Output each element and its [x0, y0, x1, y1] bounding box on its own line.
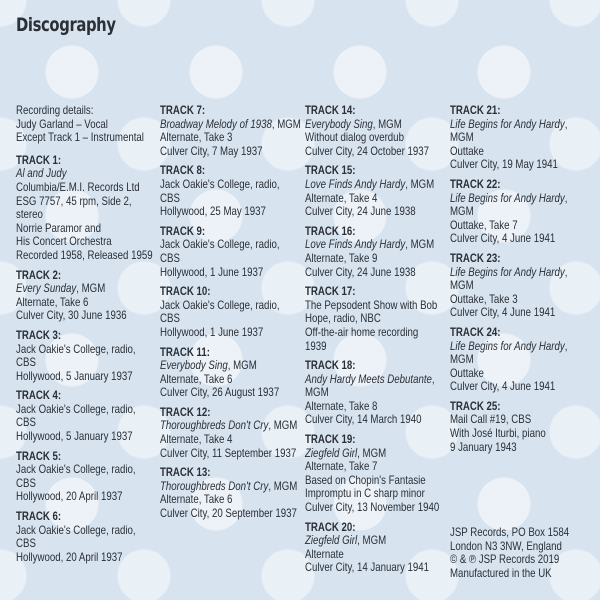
- track-detail: [160, 507, 304, 521]
- track-detail-text: Jack Oakie's College, radio,: [160, 297, 280, 312]
- track-detail-text: Alternate, Take 4: [305, 190, 378, 205]
- track-detail-text: Culver City, 14 January 1941: [305, 560, 430, 575]
- track-detail-text: Alternate, Take 6: [160, 371, 233, 386]
- track-detail: [16, 477, 160, 491]
- track-detail: [16, 249, 160, 263]
- track-heading: TRACK 14:: [305, 103, 356, 117]
- track-entry: [450, 104, 594, 172]
- track-entry: [160, 466, 304, 520]
- track-entry: [305, 521, 449, 575]
- track-detail: [305, 266, 449, 280]
- track-title: Life Begins for Andy Hardy: [450, 264, 565, 279]
- track-detail: [160, 131, 304, 145]
- track-title: Broadway Melody of 1938: [160, 116, 272, 131]
- track-detail-text: Jack Oakie's College, radio,: [160, 237, 280, 252]
- track-detail-text: MGM: [450, 130, 474, 145]
- track-title: Life Begins for Andy Hardy: [450, 190, 565, 205]
- track-detail: [160, 266, 304, 280]
- track-studio: , MGM: [227, 358, 257, 373]
- track-detail-text: Jack Oakie's College, radio,: [16, 401, 136, 416]
- track-detail-text: Jack Oakie's College, radio,: [16, 462, 136, 477]
- track-detail-text: Jack Oakie's College, radio,: [160, 176, 280, 191]
- track-list: [450, 104, 594, 454]
- track-detail-text: His Concert Orchestra: [16, 234, 112, 249]
- track-detail: [16, 282, 160, 296]
- track-detail-text: Alternate, Take 8: [305, 398, 378, 413]
- track-heading: TRACK 12:: [160, 404, 211, 419]
- track-entry: [450, 178, 594, 246]
- track-detail: [16, 343, 160, 357]
- details-line: Recording details:: [16, 103, 94, 117]
- track-detail-text: Hollywood, 20 April 1937: [16, 489, 123, 504]
- recording-details: [16, 104, 160, 145]
- track-detail: [16, 537, 160, 551]
- track-detail: [305, 460, 449, 474]
- track-heading: TRACK 6:: [16, 509, 62, 524]
- track-detail-text: Recorded 1958, Released 1959: [16, 247, 153, 262]
- credits-line: © & ℗ JSP Records 2019: [450, 552, 560, 567]
- track-entry: [16, 450, 160, 504]
- track-detail: [450, 441, 594, 455]
- track-heading: TRACK 1:: [16, 152, 62, 167]
- track-detail: [450, 306, 594, 320]
- track-detail-text: Culver City, 20 September 1937: [160, 506, 297, 521]
- track-list: [305, 104, 449, 575]
- track-entry: [305, 433, 449, 515]
- track-entry: [305, 164, 449, 218]
- column-2: [160, 104, 304, 527]
- track-detail: [160, 312, 304, 326]
- track-detail-text: Culver City, 24 June 1938: [305, 264, 416, 279]
- track-detail-text: Alternate, Take 6: [160, 492, 233, 507]
- track-detail-text: Outtake, Take 3: [450, 291, 518, 306]
- track-detail: [16, 309, 160, 323]
- track-title: Love Finds Andy Hardy: [305, 237, 406, 252]
- track-detail-text: MGM: [450, 204, 474, 219]
- track-heading: TRACK 16:: [305, 223, 356, 238]
- track-detail: [450, 205, 594, 219]
- track-studio: , MGM: [268, 478, 298, 493]
- track-detail: [160, 178, 304, 192]
- track-detail-text: CBS: [16, 475, 36, 490]
- track-detail: [16, 430, 160, 444]
- track-detail-text: Columbia/E.M.I. Records Ltd: [16, 179, 140, 194]
- track-detail: [305, 192, 449, 206]
- track-detail: [305, 501, 449, 515]
- track-detail-text: Jack Oakie's College, radio,: [16, 522, 136, 537]
- track-detail: [450, 427, 594, 441]
- track-heading: TRACK 21:: [450, 103, 501, 117]
- track-detail: [16, 370, 160, 384]
- track-detail: [450, 353, 594, 367]
- track-title: Andy Hardy Meets Debutante: [305, 371, 432, 386]
- track-detail-text: Norrie Paramor and: [16, 220, 101, 235]
- track-detail: [450, 219, 594, 233]
- track-detail-text: Off-the-air home recording: [305, 324, 419, 339]
- track-detail-text: CBS: [16, 536, 36, 551]
- track-detail-text: Culver City, 19 May 1941: [450, 157, 558, 172]
- track-detail: [305, 238, 449, 252]
- track-detail: [160, 480, 304, 494]
- track-title: Al and Judy: [16, 166, 67, 181]
- track-detail: [450, 380, 594, 394]
- track-studio: , MGM: [405, 237, 435, 252]
- track-detail-text: MGM: [305, 385, 329, 400]
- track-entry: [16, 154, 160, 263]
- track-detail-text: MGM: [450, 278, 474, 293]
- track-title: Ziegfeld Girl: [305, 445, 358, 460]
- track-detail: [16, 167, 160, 181]
- track-heading: TRACK 11:: [160, 344, 210, 359]
- track-detail-text: With José Iturbi, piano: [450, 426, 546, 441]
- track-detail-text: Hollywood, 1 June 1937: [160, 324, 264, 339]
- track-detail-text: Culver City, 26 August 1937: [160, 385, 280, 400]
- track-title: Thoroughbreds Don't Cry: [160, 478, 269, 493]
- track-detail-text: CBS: [160, 250, 180, 265]
- track-entry: [16, 389, 160, 443]
- track-detail: [16, 356, 160, 370]
- track-detail: [450, 158, 594, 172]
- credits-line: Manufactured in the UK: [450, 565, 552, 580]
- track-detail: [305, 252, 449, 266]
- track-title: Thoroughbreds Don't Cry: [160, 418, 269, 433]
- track-detail-text: Alternate, Take 3: [160, 130, 233, 145]
- track-detail: [16, 235, 160, 249]
- track-detail-text: CBS: [16, 415, 36, 430]
- track-studio: , MGM: [405, 176, 435, 191]
- track-detail: [160, 359, 304, 373]
- track-detail-text: CBS: [160, 311, 180, 326]
- column-4: [450, 104, 594, 460]
- track-detail-text: Alternate: [305, 546, 344, 561]
- track-detail: [160, 447, 304, 461]
- track-detail: [16, 208, 160, 222]
- track-heading: TRACK 15:: [305, 163, 356, 178]
- track-detail-text: Alternate, Take 4: [160, 432, 233, 447]
- track-detail-text: Culver City, 11 September 1937: [160, 445, 297, 460]
- details-line: Except Track 1 – Instrumental: [16, 130, 144, 145]
- track-detail: [305, 447, 449, 461]
- track-detail-text: Culver City, 24 October 1937: [305, 143, 430, 158]
- track-detail: [160, 299, 304, 313]
- track-detail: [16, 490, 160, 504]
- track-detail: [305, 340, 449, 354]
- details-line: Judy Garland – Vocal: [16, 116, 108, 131]
- track-detail-text: Hollywood, 20 April 1937: [16, 549, 123, 564]
- track-detail: [450, 367, 594, 381]
- track-detail-text: ESG 7757, 45 rpm, Side 2,: [16, 193, 132, 208]
- track-detail: [16, 222, 160, 236]
- track-detail: [305, 326, 449, 340]
- track-detail: [305, 178, 449, 192]
- track-entry: [16, 329, 160, 383]
- track-title: Life Begins for Andy Hardy: [450, 116, 565, 131]
- track-detail-text: Based on Chopin's Fantasie: [305, 472, 426, 487]
- track-list: [16, 154, 160, 565]
- track-detail: [450, 279, 594, 293]
- track-detail: [305, 312, 449, 326]
- track-heading: TRACK 22:: [450, 176, 501, 191]
- track-detail-text: Impromptu in C sharp minor: [305, 486, 425, 501]
- track-detail-text: Outtake: [450, 143, 484, 158]
- track-title: Love Finds Andy Hardy: [305, 176, 406, 191]
- track-detail: [16, 403, 160, 417]
- track-heading: TRACK 2:: [16, 267, 62, 282]
- track-detail-text: Outtake: [450, 365, 484, 380]
- track-detail: [450, 192, 594, 206]
- track-detail: [305, 400, 449, 414]
- track-detail-text: Alternate, Take 9: [305, 250, 378, 265]
- track-heading: TRACK 24:: [450, 324, 501, 339]
- track-detail-text: Culver City, 14 March 1940: [305, 412, 422, 427]
- track-studio: , MGM: [372, 116, 402, 131]
- track-detail-text: Outtake, Take 7: [450, 217, 518, 232]
- track-studio: ,: [564, 264, 568, 279]
- track-studio: , MGM: [357, 533, 387, 548]
- track-detail: [16, 195, 160, 209]
- track-heading: TRACK 23:: [450, 250, 501, 265]
- track-detail: [305, 145, 449, 159]
- track-detail: [305, 118, 449, 132]
- track-detail-text: stereo: [16, 207, 43, 222]
- track-entry: [160, 164, 304, 218]
- track-detail: [160, 145, 304, 159]
- track-detail-text: 9 January 1943: [450, 439, 517, 454]
- track-entry: [305, 359, 449, 427]
- track-entry: [160, 104, 304, 158]
- track-detail-text: Hollywood, 5 January 1937: [16, 368, 133, 383]
- track-detail-text: CBS: [16, 355, 36, 370]
- track-detail: [160, 386, 304, 400]
- track-detail: [160, 433, 304, 447]
- track-detail-text: Jack Oakie's College, radio,: [16, 341, 136, 356]
- track-studio: , MGM: [76, 281, 106, 296]
- track-detail: [160, 118, 304, 132]
- track-detail-text: Hope, radio, NBC: [305, 311, 381, 326]
- track-entry: [450, 326, 594, 394]
- track-detail: [450, 293, 594, 307]
- track-detail: [305, 487, 449, 501]
- track-heading: TRACK 17:: [305, 284, 356, 299]
- track-detail: [305, 548, 449, 562]
- track-detail-text: Culver City, 4 June 1941: [450, 231, 556, 246]
- track-detail-text: 1939: [305, 338, 327, 353]
- track-detail-text: Hollywood, 5 January 1937: [16, 429, 133, 444]
- track-studio: ,: [564, 190, 568, 205]
- track-heading: TRACK 19:: [305, 432, 356, 447]
- track-list: [160, 104, 304, 521]
- track-detail-text: Alternate, Take 7: [305, 459, 378, 474]
- track-detail: [305, 205, 449, 219]
- track-title: Everybody Sing: [160, 358, 228, 373]
- credits-line: London N3 3NW, England: [450, 538, 562, 553]
- track-heading: TRACK 8:: [160, 163, 206, 178]
- track-entry: [16, 510, 160, 564]
- track-detail: [450, 266, 594, 280]
- track-detail: [305, 534, 449, 548]
- track-entry: [16, 269, 160, 323]
- track-detail: [450, 131, 594, 145]
- track-heading: TRACK 7:: [160, 103, 206, 117]
- track-entry: [450, 400, 594, 454]
- track-detail: [305, 299, 449, 313]
- track-detail: [450, 413, 594, 427]
- track-detail: [16, 463, 160, 477]
- track-detail: [450, 118, 594, 132]
- track-detail: [160, 192, 304, 206]
- credits-line: JSP Records, PO Box 1584: [450, 525, 570, 539]
- track-detail-text: Hollywood, 1 June 1937: [160, 264, 264, 279]
- track-detail-text: Hollywood, 25 May 1937: [160, 204, 266, 219]
- track-detail-text: CBS: [160, 190, 180, 205]
- track-heading: TRACK 25:: [450, 398, 501, 413]
- track-detail: [16, 181, 160, 195]
- track-detail-text: Culver City, 13 November 1940: [305, 500, 440, 515]
- track-detail-text: Mail Call #19, CBS: [450, 412, 532, 427]
- track-heading: TRACK 5:: [16, 448, 62, 463]
- track-detail-text: Culver City, 7 May 1937: [160, 143, 263, 158]
- track-detail: [160, 326, 304, 340]
- track-detail: [305, 131, 449, 145]
- track-detail: [16, 524, 160, 538]
- track-entry: [160, 225, 304, 279]
- track-heading: TRACK 3:: [16, 327, 62, 342]
- track-entry: [305, 285, 449, 353]
- track-detail: [160, 419, 304, 433]
- track-studio: , MGM: [271, 116, 301, 131]
- column-1: [16, 104, 160, 570]
- track-heading: TRACK 18:: [305, 358, 356, 373]
- track-entry: [305, 104, 449, 158]
- track-title: Every Sunday: [16, 281, 77, 296]
- track-detail-text: The Pepsodent Show with Bob: [305, 297, 438, 312]
- track-heading: TRACK 13:: [160, 465, 211, 480]
- page-title: Discography: [16, 14, 116, 36]
- track-detail: [305, 413, 449, 427]
- track-studio: , MGM: [357, 445, 387, 460]
- track-detail: [450, 340, 594, 354]
- track-detail: [16, 416, 160, 430]
- track-detail-text: Culver City, 4 June 1941: [450, 305, 556, 320]
- track-title: Life Begins for Andy Hardy: [450, 338, 565, 353]
- track-detail: [305, 386, 449, 400]
- track-heading: TRACK 20:: [305, 519, 356, 534]
- track-title: Ziegfeld Girl: [305, 533, 358, 548]
- track-detail-text: Culver City, 4 June 1941: [450, 379, 556, 394]
- track-detail-text: MGM: [450, 352, 474, 367]
- track-studio: ,: [564, 116, 568, 131]
- track-detail: [160, 373, 304, 387]
- track-detail-text: Culver City, 30 June 1936: [16, 308, 127, 323]
- track-detail: [305, 373, 449, 387]
- track-heading: TRACK 10:: [160, 284, 211, 299]
- track-entry: [450, 252, 594, 320]
- track-detail: [305, 474, 449, 488]
- track-studio: ,: [431, 371, 435, 386]
- track-detail: [16, 296, 160, 310]
- track-entry: [160, 406, 304, 460]
- track-entry: [160, 285, 304, 339]
- track-detail: [160, 252, 304, 266]
- track-detail-text: Alternate, Take 6: [16, 294, 89, 309]
- track-detail: [160, 238, 304, 252]
- track-detail: [16, 551, 160, 565]
- track-entry: [305, 225, 449, 279]
- track-detail: [450, 145, 594, 159]
- track-entry: [160, 346, 304, 400]
- track-heading: TRACK 9:: [160, 223, 206, 238]
- track-detail-text: Without dialog overdub: [305, 130, 404, 145]
- track-title: Everybody Sing: [305, 116, 373, 131]
- track-detail: [450, 232, 594, 246]
- track-detail: [160, 493, 304, 507]
- label-credits: [450, 526, 594, 580]
- track-detail: [160, 205, 304, 219]
- track-studio: ,: [564, 338, 568, 353]
- track-detail-text: Culver City, 24 June 1938: [305, 204, 416, 219]
- track-detail: [305, 561, 449, 575]
- track-studio: , MGM: [268, 418, 298, 433]
- column-3: [305, 104, 449, 581]
- track-heading: TRACK 4:: [16, 388, 62, 403]
